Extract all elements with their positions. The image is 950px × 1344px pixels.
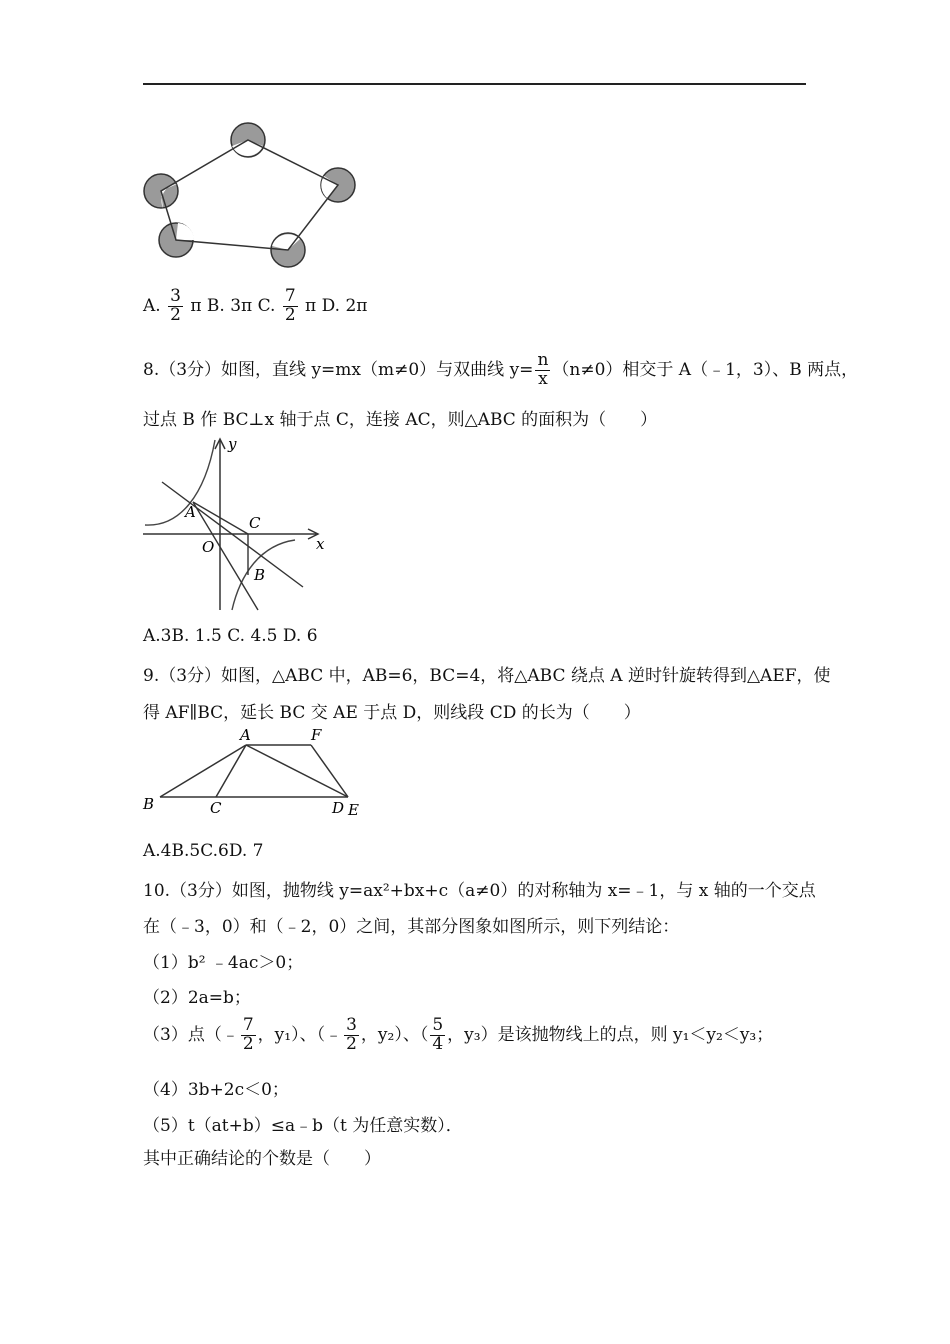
triangle-figure: [140, 725, 370, 820]
label-C: C: [210, 799, 222, 817]
header-rule: [143, 83, 806, 85]
label-E: E: [348, 801, 359, 819]
label-F: F: [311, 726, 322, 744]
label-A: A: [185, 503, 196, 521]
frac-7-2: $\frac{7}{2}$: [284, 286, 296, 325]
frac-7-2: $\frac{7}{2}$: [242, 1015, 254, 1054]
label-D: D: [332, 799, 345, 817]
hyperbola-figure: [140, 435, 340, 613]
q10-s3: （3）点（﹣ $\frac{7}{2}$ ，y₁）、（﹣ $\frac{3}{2}$ ，y₂）、（ $\frac{5}{4}$ ，y₃）是该抛物线上的点，则 y₁＜y₂＜y₃；: [143, 1015, 774, 1054]
label-B: B: [143, 795, 155, 813]
frac-3-2: $\frac{3}{2}$: [346, 1015, 357, 1054]
q9-options: A.4B.5C.6D. 7: [143, 841, 264, 861]
q10-s2: （2）2a=b；: [143, 988, 251, 1008]
label-x: x: [316, 535, 325, 553]
label-O: O: [202, 538, 215, 556]
q9-line1: 9.（3分）如图，△ABC 中，AB=6，BC=4，将△ABC 绕点 A 逆时针旋转得到△AEF，使: [143, 666, 831, 686]
q8-line2: 过点 B 作 BC⊥x 轴于点 C，连接 AC，则△ABC 的面积为（ ）: [143, 410, 658, 430]
q9-line2: 得 AF∥BC，延长 BC 交 AE 于点 D，则线段 CD 的长为（ ）: [143, 703, 641, 723]
frac-5-4: $\frac{5}{4}$: [432, 1015, 444, 1054]
frac-3-2: $\frac{3}{2}$: [170, 286, 181, 325]
label-A: A: [240, 726, 251, 744]
q10-s1: （1）b² ﹣4ac＞0；: [143, 953, 304, 973]
q10-line2: 在（﹣3，0）和（﹣2，0）之间，其部分图象如图所示，则下列结论：: [143, 917, 680, 937]
label-y: y: [228, 435, 237, 453]
pentagon-figure: [140, 118, 365, 273]
q8-line1: 8.（3分）如图，直线 y=mx（m≠0）与双曲线 y= $\frac{n}{x}$ （n≠0）相交于 A（﹣1，3）、B 两点，: [143, 350, 859, 389]
q10-s5: （5）t（at+b）≤a﹣b（t 为任意实数）．: [143, 1116, 463, 1136]
q10-s4: （4）3b+2c＜0；: [143, 1080, 289, 1100]
label-C: C: [249, 514, 261, 532]
q10-question: 其中正确结论的个数是（ ）: [143, 1149, 381, 1169]
label-B: B: [254, 566, 266, 584]
q10-line1: 10.（3分）如图，抛物线 y=ax²+bx+c（a≠0）的对称轴为 x=﹣1，与 x 轴的一个交点: [143, 881, 816, 901]
frac-n-x: $\frac{n}{x}$: [537, 350, 549, 389]
q8-options: A.3B. 1.5 C. 4.5 D. 6: [143, 626, 318, 646]
q7-options: A. $\frac{3}{2}$ π B. 3π C. $\frac{7}{2}$ π D. 2π: [143, 286, 368, 325]
